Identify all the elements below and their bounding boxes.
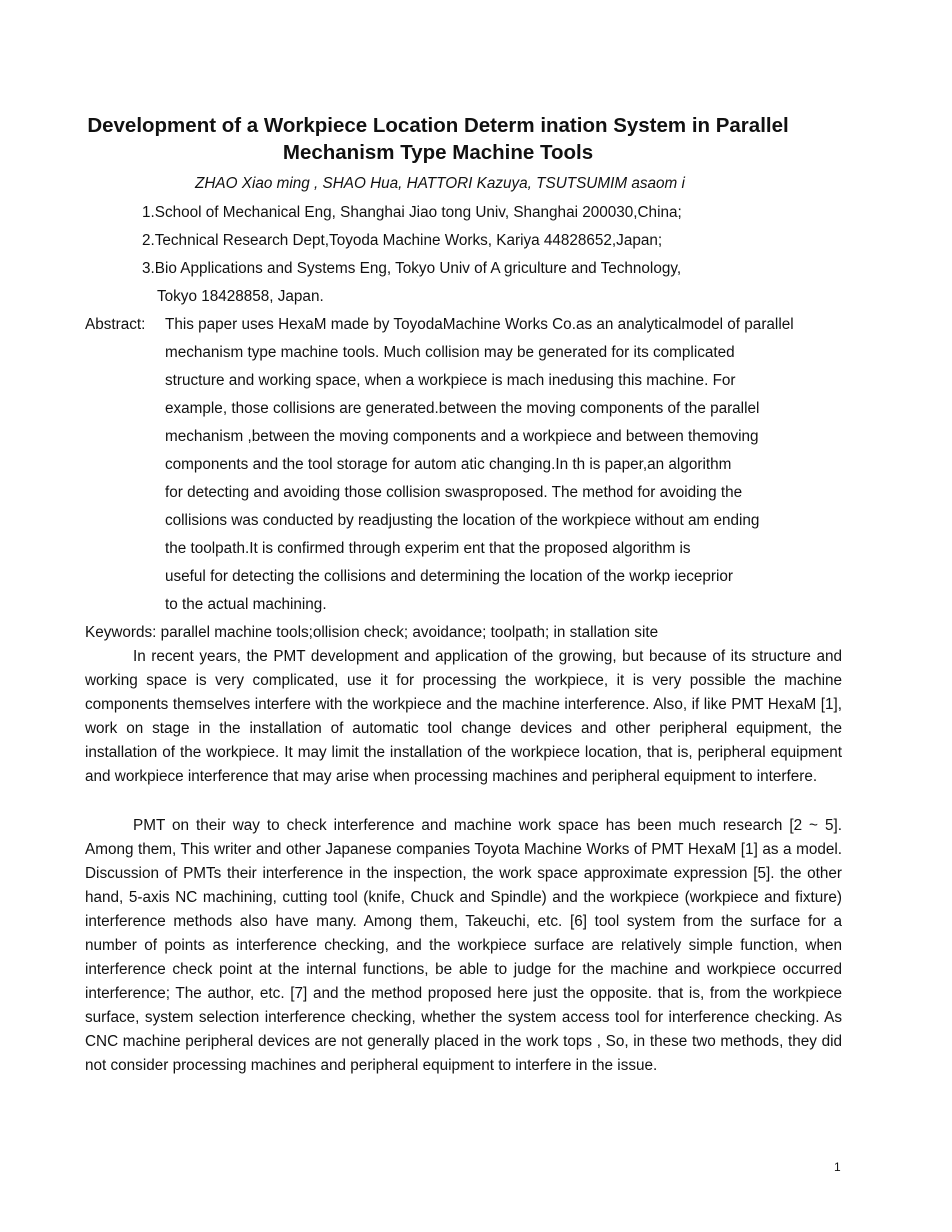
abstract-line: structure and working space, when a workpiece is mach inedusing this machine. For — [165, 372, 736, 389]
abstract-line: components and the tool storage for autom atic changing.In th is paper,an algorithm — [165, 456, 732, 473]
abstract-label: Abstract: — [85, 316, 146, 333]
abstract-line: the toolpath.It is confirmed through experim ent that the proposed algorithm is — [165, 540, 691, 557]
body-paragraph-1: In recent years, the PMT development and application of the growing, but because of its structure and working space is very complicated, use it for processing the workpiece, it is very possible the machine components themselves interfere with the workpiece and the machine interference. Also, if like PMT HexaM [1], work on stage in the installation of automatic tool change devices and other peripheral equipment, the installation of the workpiece. It may limit the installation of the workpiece location, that is, peripheral equipment and workpiece interference that may arise when processing machines and peripheral equipment to interfere. — [85, 648, 842, 785]
abstract-line: for detecting and avoiding those collision swasproposed. The method for avoiding the — [165, 484, 743, 501]
affiliation-2: 2.Technical Research Dept,Toyoda Machine Works, Kariya 44828652,Japan; — [142, 232, 663, 249]
author-list: ZHAO Xiao ming , SHAO Hua, HATTORI Kazuya, TSUTSUMIM asaom i — [195, 175, 685, 192]
abstract-line: This paper uses HexaM made by ToyodaMachine Works Co.as an analyticalmodel of parallel — [165, 316, 794, 333]
affiliation-1: 1.School of Mechanical Eng, Shanghai Jiao tong Univ, Shanghai 200030,China; — [142, 204, 682, 221]
paper-title-line-2: Mechanism Type Machine Tools — [282, 141, 594, 164]
abstract-line: to the actual machining. — [165, 596, 327, 613]
abstract-line: useful for detecting the collisions and determining the location of the workp ieceprior — [165, 568, 734, 585]
page-number: 1 — [834, 1160, 841, 1174]
abstract-line: collisions was conducted by readjusting the location of the workpiece without am ending — [165, 512, 760, 529]
keywords-line: Keywords: parallel machine tools;ollision check; avoidance; toolpath; in stallation site — [85, 624, 659, 641]
abstract-line: example, those collisions are generated.between the moving components of the parallel — [165, 400, 760, 417]
affiliation-3: 3.Bio Applications and Systems Eng, Tokyo Univ of A griculture and Technology, — [142, 260, 682, 277]
paper-title-line-1: Development of a Workpiece Location Determ ination System in Parallel — [87, 114, 789, 137]
affiliation-3-continued: Tokyo 18428858, Japan. — [157, 288, 324, 305]
abstract-line: mechanism ,between the moving components and a workpiece and between themoving — [165, 428, 759, 445]
body-paragraph-2: PMT on their way to check interference and machine work space has been much research [2 ~ 5]. Among them, This writer and other Japanese companies Toyota Machine Works of PMT HexaM [1] as a model. Discussion of PMTs their interference in the inspection, the work space approximate expression [5]. the other hand, 5-axis NC machining, cutting tool (knife, Chuck and Spindle) and the workpiece (workpiece and fixture) interference methods also have many. Among them, Takeuchi, etc. [6] tool system from the surface for a number of points as interference checking, and the workpiece surface are relatively simple function, when interference check point at the internal functions, be able to judge for the machine and workpiece occurred interference; The author, etc. [7] and the method proposed here just the opposite. that is, from the workpiece surface, system selection interference checking, whether the system access tool for interference checking. As CNC machine peripheral devices are not generally placed in the work tops , So, in these two methods, they did not consider processing machines and peripheral equipment to interfere in the issue. — [85, 817, 842, 1074]
abstract-line: mechanism type machine tools. Much collision may be generated for its complicated — [165, 344, 735, 361]
